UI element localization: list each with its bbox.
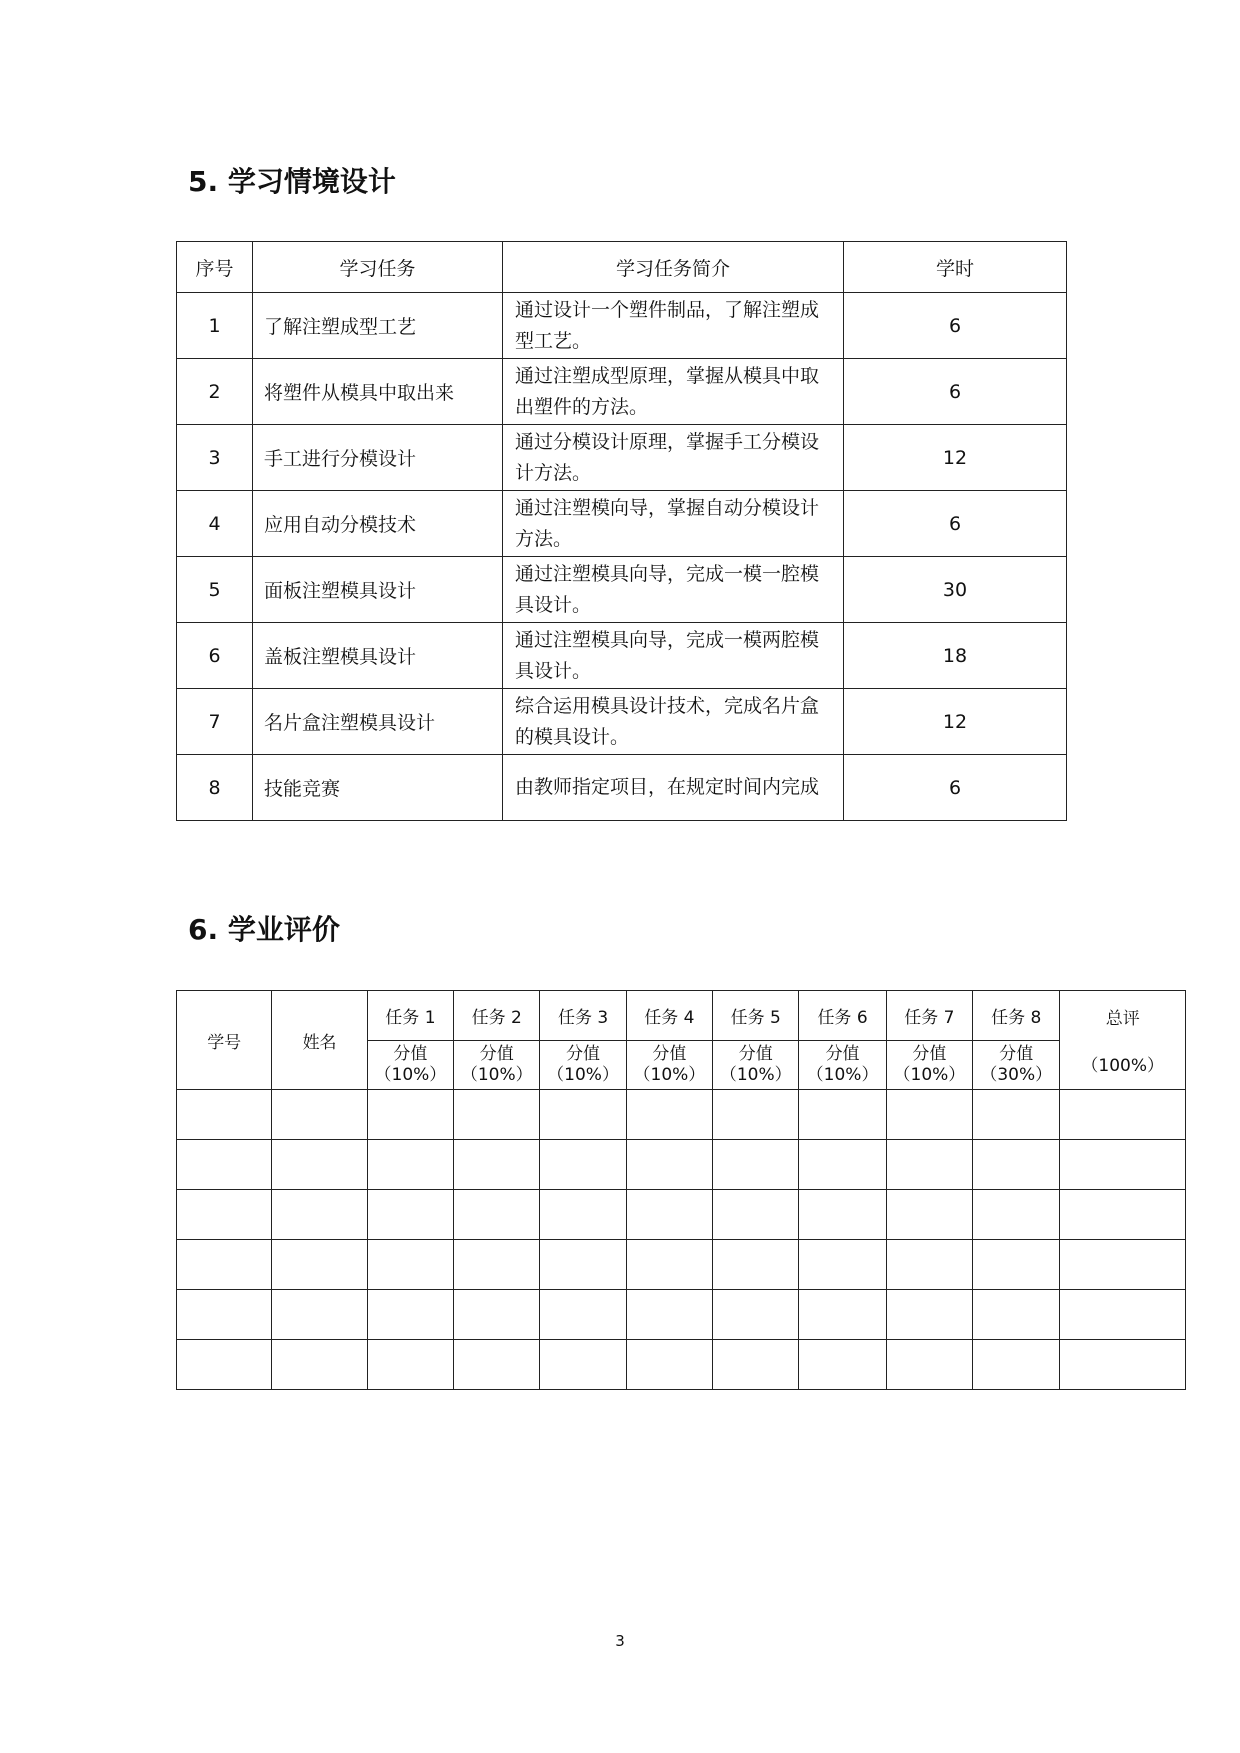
grade-cell[interactable]: [1060, 1190, 1186, 1240]
weight-label: 分值: [566, 1044, 601, 1064]
grade-table-body: [177, 1090, 1186, 1390]
grade-cell[interactable]: [973, 1240, 1060, 1290]
grade-cell[interactable]: [177, 1290, 272, 1340]
header-task-3: 任务 3: [540, 991, 626, 1041]
header-task-7: 任务 7: [886, 991, 972, 1041]
row-task-desc: 通过注塑成型原理，掌握从模具中取出塑件的方法。: [503, 359, 844, 425]
header-weight-2: [454, 1041, 540, 1090]
grade-cell[interactable]: [367, 1090, 453, 1140]
row-task-desc: 通过设计一个塑件制品，了解注塑成型工艺。: [503, 293, 844, 359]
row-seq: 3: [177, 425, 253, 491]
header-task: 学习任务: [253, 242, 503, 293]
grade-cell[interactable]: [367, 1140, 453, 1190]
weight-label: 分值: [479, 1044, 514, 1064]
row-hours: 12: [844, 689, 1067, 755]
grade-cell[interactable]: [626, 1340, 712, 1390]
weight-label: 分值: [393, 1044, 428, 1064]
weight-value: （10%）: [460, 1065, 533, 1085]
grade-cell[interactable]: [713, 1290, 799, 1340]
table-row: [177, 1240, 1186, 1290]
grade-cell[interactable]: [272, 1090, 367, 1140]
table-row: [177, 491, 1067, 557]
grade-cell[interactable]: [626, 1290, 712, 1340]
grade-cell[interactable]: [713, 1140, 799, 1190]
page-number: 3: [615, 1632, 625, 1650]
grade-cell[interactable]: [886, 1240, 972, 1290]
row-task: 应用自动分模技术: [253, 491, 503, 557]
grade-cell[interactable]: [367, 1240, 453, 1290]
grade-cell[interactable]: [1060, 1340, 1186, 1390]
table-row: [177, 623, 1067, 689]
grade-cell[interactable]: [454, 1090, 540, 1140]
grade-cell[interactable]: [973, 1340, 1060, 1390]
row-seq: 6: [177, 623, 253, 689]
row-seq: 1: [177, 293, 253, 359]
grade-cell[interactable]: [177, 1140, 272, 1190]
grade-cell[interactable]: [886, 1090, 972, 1140]
table-row: [177, 1190, 1186, 1240]
grade-cell[interactable]: [272, 1240, 367, 1290]
row-task: 技能竞赛: [253, 755, 503, 821]
row-seq: 8: [177, 755, 253, 821]
table-row: [177, 359, 1067, 425]
grade-cell[interactable]: [272, 1190, 367, 1240]
header-weight-8: [973, 1041, 1060, 1090]
grade-cell[interactable]: [973, 1190, 1060, 1240]
header-student-id: 学号: [177, 991, 272, 1090]
weight-value: （10%）: [633, 1065, 706, 1085]
grade-cell[interactable]: [886, 1140, 972, 1190]
header-name: 姓名: [272, 991, 367, 1090]
row-hours: 30: [844, 557, 1067, 623]
header-seq: 序号: [177, 242, 253, 293]
grade-cell[interactable]: [177, 1190, 272, 1240]
header-hours: 学时: [844, 242, 1067, 293]
grade-cell[interactable]: [367, 1190, 453, 1240]
grade-cell[interactable]: [799, 1240, 886, 1290]
learning-situation-table: [176, 241, 1067, 821]
table-row: [177, 1340, 1186, 1390]
grade-cell[interactable]: [713, 1190, 799, 1240]
weight-value: （10%）: [374, 1065, 447, 1085]
weight-label: 分值: [738, 1044, 773, 1064]
header-weight-7: [886, 1041, 972, 1090]
row-hours: 6: [844, 491, 1067, 557]
grade-cell[interactable]: [454, 1240, 540, 1290]
grade-cell[interactable]: [454, 1140, 540, 1190]
weight-value: （10%）: [806, 1065, 879, 1085]
row-hours: 6: [844, 359, 1067, 425]
grade-cell[interactable]: [973, 1090, 1060, 1140]
header-task-2: 任务 2: [454, 991, 540, 1041]
grade-cell[interactable]: [799, 1140, 886, 1190]
table-row: [177, 293, 1067, 359]
grade-cell[interactable]: [886, 1190, 972, 1240]
weight-value: （30%）: [980, 1065, 1053, 1085]
grade-cell[interactable]: [177, 1340, 272, 1390]
weight-value: （10%）: [719, 1065, 792, 1085]
grade-cell[interactable]: [367, 1290, 453, 1340]
table-row: [177, 557, 1067, 623]
row-task-desc: 通过注塑模具向导，完成一模一腔模具设计。: [503, 557, 844, 623]
header-weight-3: [540, 1041, 626, 1090]
grade-cell[interactable]: [626, 1140, 712, 1190]
row-seq: 7: [177, 689, 253, 755]
row-hours: 12: [844, 425, 1067, 491]
grade-cell[interactable]: [626, 1190, 712, 1240]
grade-cell[interactable]: [540, 1340, 626, 1390]
header-task-desc: 学习任务简介: [503, 242, 844, 293]
row-task-desc: 由教师指定项目，在规定时间内完成: [503, 755, 844, 821]
weight-value: （10%）: [893, 1065, 966, 1085]
header-task-6: 任务 6: [799, 991, 886, 1041]
header-weight-6: [799, 1041, 886, 1090]
table-row: [177, 1290, 1186, 1340]
header-task-8: 任务 8: [973, 991, 1060, 1041]
header-total-weight: （100%）: [1081, 1056, 1164, 1076]
grade-cell[interactable]: [540, 1240, 626, 1290]
table-row: [177, 689, 1067, 755]
grade-cell[interactable]: [454, 1340, 540, 1390]
header-weight-1: [367, 1041, 453, 1090]
weight-label: 分值: [652, 1044, 687, 1064]
row-task-desc: 通过分模设计原理，掌握手工分模设计方法。: [503, 425, 844, 491]
grade-cell[interactable]: [799, 1190, 886, 1240]
grade-cell[interactable]: [713, 1240, 799, 1290]
table-row: [177, 1140, 1186, 1190]
grade-cell[interactable]: [272, 1140, 367, 1190]
row-task: 盖板注塑模具设计: [253, 623, 503, 689]
table-row: [177, 1090, 1186, 1140]
grade-cell[interactable]: [540, 1190, 626, 1240]
grade-cell[interactable]: [886, 1290, 972, 1340]
row-task-desc: 综合运用模具设计技术，完成名片盒的模具设计。: [503, 689, 844, 755]
weight-label: 分值: [999, 1044, 1034, 1064]
header-task-5: 任务 5: [713, 991, 799, 1041]
section-5-title: 5. 学习情境设计: [188, 165, 396, 198]
header-total: [1060, 991, 1186, 1090]
row-task: 名片盒注塑模具设计: [253, 689, 503, 755]
row-hours: 6: [844, 293, 1067, 359]
grade-cell[interactable]: [454, 1290, 540, 1340]
grade-cell[interactable]: [799, 1340, 886, 1390]
row-task-desc: 通过注塑模向导，掌握自动分模设计方法。: [503, 491, 844, 557]
grade-cell[interactable]: [540, 1140, 626, 1190]
header-total-label: 总评: [1105, 1009, 1140, 1029]
grade-cell[interactable]: [799, 1090, 886, 1140]
table-row: [177, 425, 1067, 491]
row-task: 了解注塑成型工艺: [253, 293, 503, 359]
header-weight-4: [626, 1041, 712, 1090]
header-weight-5: [713, 1041, 799, 1090]
row-task-desc: 通过注塑模具向导，完成一模两腔模具设计。: [503, 623, 844, 689]
grade-cell[interactable]: [799, 1290, 886, 1340]
row-hours: 6: [844, 755, 1067, 821]
row-task: 将塑件从模具中取出来: [253, 359, 503, 425]
weight-value: （10%）: [547, 1065, 619, 1085]
grade-cell[interactable]: [1060, 1290, 1186, 1340]
grade-cell[interactable]: [713, 1340, 799, 1390]
row-seq: 2: [177, 359, 253, 425]
weight-label: 分值: [912, 1044, 947, 1064]
weight-label: 分值: [825, 1044, 860, 1064]
grade-cell[interactable]: [1060, 1140, 1186, 1190]
header-task-4: 任务 4: [626, 991, 712, 1041]
grade-cell[interactable]: [713, 1090, 799, 1140]
table-header-row: [177, 991, 1186, 1041]
grade-cell[interactable]: [367, 1340, 453, 1390]
row-task: 手工进行分模设计: [253, 425, 503, 491]
grade-cell[interactable]: [1060, 1240, 1186, 1290]
row-seq: 4: [177, 491, 253, 557]
grade-cell[interactable]: [540, 1290, 626, 1340]
table-row: [177, 755, 1067, 821]
grade-cell[interactable]: [626, 1090, 712, 1140]
grade-cell[interactable]: [886, 1340, 972, 1390]
table-header-row: [177, 242, 1067, 293]
academic-evaluation-table: [176, 990, 1186, 1390]
grade-cell[interactable]: [1060, 1090, 1186, 1140]
grade-cell[interactable]: [177, 1090, 272, 1140]
grade-cell[interactable]: [973, 1290, 1060, 1340]
grade-cell[interactable]: [626, 1240, 712, 1290]
row-seq: 5: [177, 557, 253, 623]
grade-cell[interactable]: [272, 1340, 367, 1390]
row-task: 面板注塑模具设计: [253, 557, 503, 623]
section-6-title: 6. 学业评价: [188, 913, 340, 946]
header-task-1: 任务 1: [367, 991, 453, 1041]
grade-cell[interactable]: [177, 1240, 272, 1290]
grade-cell[interactable]: [454, 1190, 540, 1240]
row-hours: 18: [844, 623, 1067, 689]
grade-cell[interactable]: [272, 1290, 367, 1340]
grade-cell[interactable]: [973, 1140, 1060, 1190]
grade-cell[interactable]: [540, 1090, 626, 1140]
